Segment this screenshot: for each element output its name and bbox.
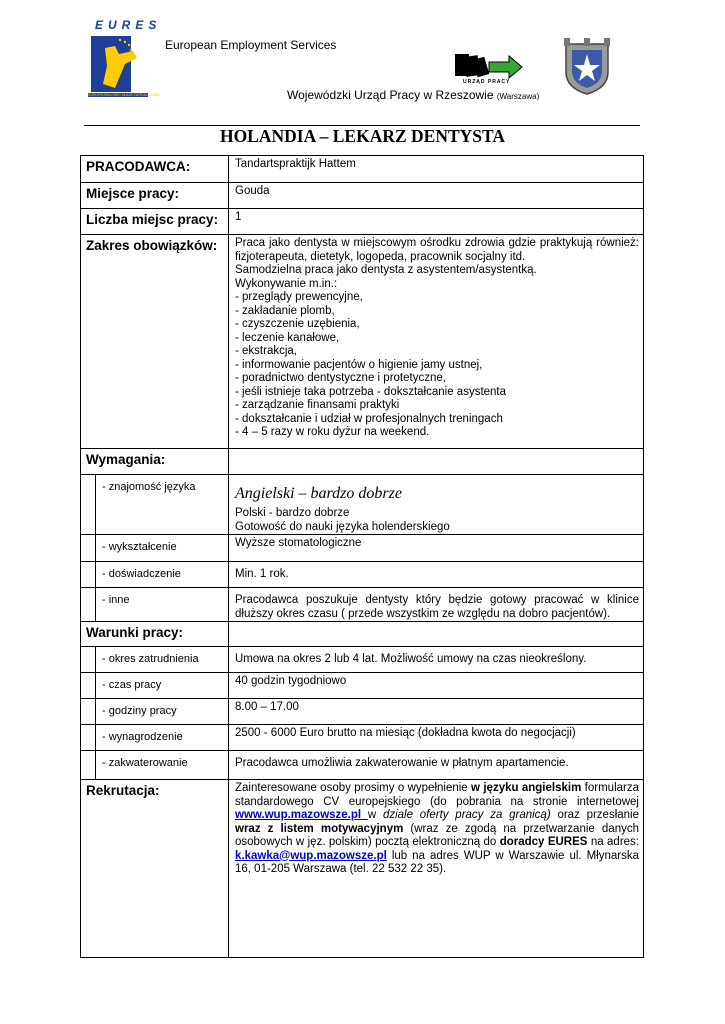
row-stub — [81, 647, 96, 673]
positions-row — [81, 209, 644, 235]
duty-line: Praca jako dentysta w miejscowym ośrodku zdrowia gdzie praktykują również: fizjoterapeuta, dietetyk, logopeda, pracownik socjalny itd. — [235, 237, 639, 263]
recruitment-text: Zainteresowane osoby prosimy o wypełnienie — [235, 782, 472, 794]
job-offer-table — [80, 155, 644, 958]
workplace-value: Gouda — [229, 183, 644, 209]
recruitment-italic: dziale oferty pracy za granicą) — [382, 809, 551, 821]
recruitment-text: formularza standardowego CV europejskiego (do pobrania na stronie internetowej — [235, 782, 639, 808]
recruitment-text: lub na adres WUP w Warszawie ul. Młynarska 16, 01-205 Warszawa (tel. 22 532 22 35). — [235, 849, 639, 875]
hours-value: 40 godzin tygodniowo — [229, 673, 644, 699]
employer-label: PRACODAWCA: — [81, 156, 229, 183]
duty-line: Wykonywanie m.in.: — [235, 277, 338, 290]
education-label: - wykształcenie — [96, 535, 229, 562]
recruitment-text: na adres: — [587, 836, 639, 848]
language-line: Gotowość do nauki języka holenderskiego — [235, 520, 450, 533]
experience-value: Min. 1 rok. — [229, 562, 644, 588]
row-stub — [81, 751, 96, 780]
positions-value: 1 — [229, 209, 644, 235]
workplace-label: Miejsce pracy: — [81, 183, 229, 209]
other-row — [81, 588, 644, 622]
duty-line: - zakładanie plomb, — [235, 304, 335, 317]
language-label: - znajomość języka — [96, 475, 229, 535]
conditions-row — [81, 622, 644, 647]
email-link[interactable]: k.kawka@wup.mazowsze.pl — [235, 849, 387, 862]
hours-label: - czas pracy — [96, 673, 229, 699]
row-stub — [81, 562, 96, 588]
duty-line: - czyszczenie uzębienia, — [235, 318, 360, 330]
schedule-value: 8.00 – 17.00 — [229, 699, 644, 725]
recruitment-label: Rekrutacja: — [81, 780, 229, 958]
up-logo-caption: URZĄD PRACY — [463, 79, 511, 85]
duties-value — [229, 235, 644, 449]
recruitment-value — [229, 780, 644, 958]
conditions-label: Warunki pracy: — [81, 622, 229, 647]
positions-label: Liczba miejsc pracy: — [81, 209, 229, 235]
experience-row — [81, 562, 644, 588]
duty-line: - 4 – 5 razy w roku dyżur na weekend. — [235, 426, 430, 438]
housing-label: - zakwaterowanie — [96, 751, 229, 780]
urzad-pracy-logo — [455, 52, 523, 88]
experience-label: - doświadczenie — [96, 562, 229, 588]
language-row — [81, 475, 644, 535]
recruitment-row — [81, 780, 644, 958]
schedule-row — [81, 699, 644, 725]
duty-line: - zarządzanie finansami praktyki — [235, 399, 400, 411]
employer-value: Tandartspraktijk Hattem — [229, 156, 644, 183]
row-stub — [81, 725, 96, 751]
recruitment-text: w — [367, 809, 383, 821]
eures-logo-text: EURES — [95, 18, 162, 32]
other-label: - inne — [96, 588, 229, 622]
hours-row — [81, 673, 644, 699]
language-value — [229, 475, 644, 535]
requirements-empty — [229, 449, 644, 475]
salary-value: 2500 - 6000 Euro brutto na miesiąc (dokładna kwota do negocjacji) — [229, 725, 644, 751]
language-main: Angielski – bardzo dobrze — [235, 485, 402, 502]
workplace-row — [81, 183, 644, 209]
requirements-row — [81, 449, 644, 475]
eures-tagline: EUROPEJSKA SIEĆ SŁUŻB ZATRUDNIENIA — [88, 93, 160, 97]
recruitment-bold: doradcy EURES — [499, 836, 588, 848]
coat-of-arms — [560, 38, 614, 96]
row-stub — [81, 535, 96, 562]
duty-line: - leczenie kanałowe, — [235, 331, 340, 344]
crest-icon — [560, 38, 614, 96]
duty-line: - informowanie pacjentów o higienie jamy ustnej, — [235, 358, 483, 371]
duty-line: - przeglądy prewencyjne, — [235, 291, 363, 303]
recruitment-bold: wraz z listem motywacyjnym — [235, 822, 404, 835]
duty-line: - dokształcanie i udział w profesjonalnych treningach — [235, 412, 503, 425]
recruitment-text: oraz przesłanie — [550, 809, 640, 821]
recruitment-text: (wraz ze zgodą na przetwarzanie danych osobowych w jęz. polskim) pocztą elektroniczną do — [235, 822, 639, 848]
duties-label: Zakres obowiązków: — [81, 235, 229, 449]
language-line: Polski - bardzo dobrze — [235, 507, 350, 519]
housing-row — [81, 751, 644, 780]
office-name-text: Wojewódzki Urząd Pracy w Rzeszowie — [287, 88, 494, 102]
salary-row — [81, 725, 644, 751]
office-name — [287, 88, 539, 102]
row-stub — [81, 699, 96, 725]
duties-row — [81, 235, 644, 449]
salary-label: - wynagrodzenie — [96, 725, 229, 751]
housing-value: Pracodawca umożliwia zakwaterowanie w płatnym apartamencie. — [229, 751, 644, 780]
duty-line: - ekstrakcja, — [235, 345, 297, 357]
employer-row — [81, 156, 644, 183]
conditions-empty — [229, 622, 644, 647]
contract-value: Umowa na okres 2 lub 4 lat. Możliwość umowy na czas nieokreślony. — [229, 647, 644, 673]
schedule-label: - godziny pracy — [96, 699, 229, 725]
row-stub — [81, 475, 96, 535]
education-value: Wyższe stomatologiczne — [229, 535, 644, 562]
duty-line: - jeśli istnieje taka potrzeba - dokształcanie asystenta — [235, 385, 507, 398]
wup-website-link[interactable]: www.wup.mazowsze.pl — [235, 809, 368, 821]
office-city: (Warszawa) — [496, 92, 540, 101]
contract-row — [81, 647, 644, 673]
education-row — [81, 535, 644, 562]
duty-line: - poradnictwo dentystyczne i protetyczne, — [235, 372, 446, 384]
row-stub — [81, 673, 96, 699]
contract-label: - okres zatrudnienia — [96, 647, 229, 673]
recruitment-bold: w języku angielskim — [471, 782, 582, 794]
org-name: European Employment Services — [165, 38, 337, 52]
requirements-label: Wymagania: — [81, 449, 229, 475]
other-value: Pracodawca poszukuje dentysty który będzie gotowy pracować w klinice dłuższy okres czasu ( przede wszystkim ze względu na dobro pacjentów). — [229, 588, 644, 622]
duty-line: Samodzielna praca jako dentysta z asystentem/asystentką. — [235, 264, 537, 276]
page-title: HOLANDIA – LEKARZ DENTYSTA — [219, 126, 506, 146]
row-stub — [81, 588, 96, 622]
eures-logo — [85, 18, 162, 104]
